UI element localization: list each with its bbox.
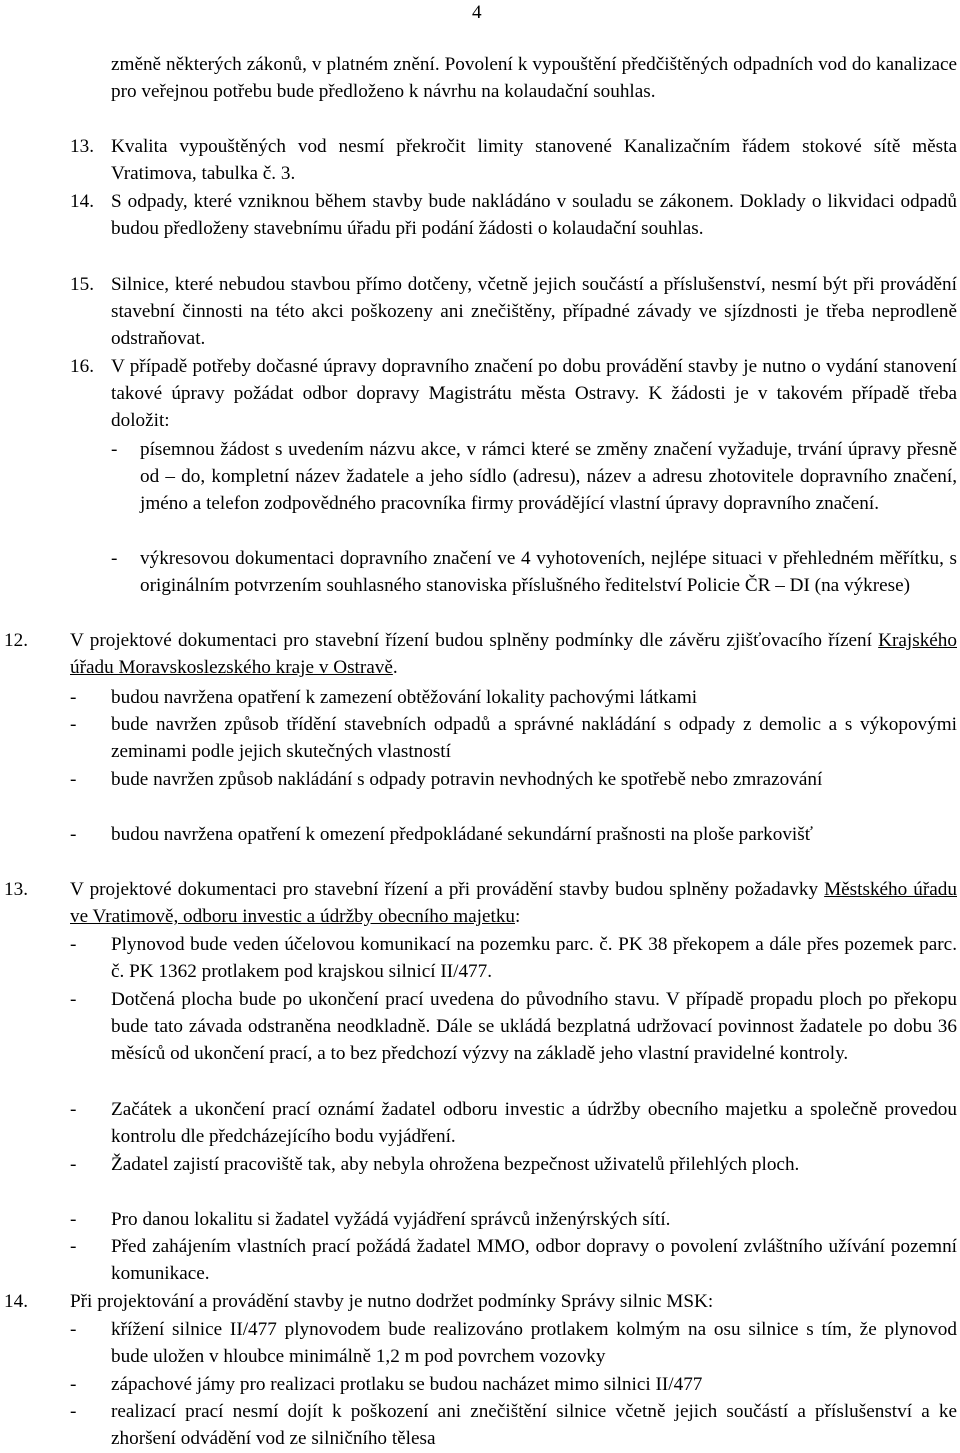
item-number: 12. bbox=[4, 630, 28, 651]
bullet-text: písemnou žádost s uvedením názvu akce, v rámci které se změny značení vyžaduje, trvání úpravy přesně od – do, kompletní název žadatele a jeho sídlo (adresu), název a adresu zhotovitele dopravního značení, jméno a telefon zodpovědného pracovníka firmy provádějící vlastní úpravy dopravního značení. bbox=[140, 439, 957, 515]
bullet-dash: - bbox=[70, 1099, 77, 1120]
inner-item-16 bbox=[0, 353, 960, 435]
inner-item-text: Kvalita vypouštěných vod nesmí překročit limity stanovené Kanalizačním řádem stokové sítě města Vratimova, tabulka č. 3. bbox=[111, 136, 957, 185]
bullet-text: budou navržena opatření k omezení předpokládané sekundární prašnosti na ploše parkovišť bbox=[111, 824, 813, 845]
item12-bullet bbox=[0, 766, 960, 793]
bullet-text: Začátek a ukončení prací oznámí žadatel odboru investic a údržby obecního majetku a společně provedou kontrolu dle předcházejícího bodu vyjádření. bbox=[111, 1099, 957, 1148]
item12-bullet bbox=[0, 821, 960, 848]
item12-bullet bbox=[0, 711, 960, 765]
item-intro-end: : bbox=[515, 906, 521, 928]
item-number: 13. bbox=[4, 879, 28, 900]
bullet-dash: - bbox=[70, 1374, 77, 1395]
bullet-text: Pro danou lokalitu si žadatel vyžádá vyjádření správců inženýrských sítí. bbox=[111, 1209, 671, 1230]
inner-item-number: 15. bbox=[70, 274, 94, 295]
item-intro bbox=[70, 876, 957, 930]
bullet-text: Plynovod bude veden účelovou komunikací na pozemku parc. č. PK 38 překopem a dále přes pozemek parc. č. PK 1362 protlakem pod krajskou silnicí II/477. bbox=[111, 934, 957, 983]
authority-link: Krajského úřadu Moravskoslezského kraje v Ostravě bbox=[70, 630, 957, 679]
bullet-dash: - bbox=[111, 548, 118, 569]
item12-bullet bbox=[0, 684, 960, 711]
item13-bullet bbox=[0, 931, 960, 985]
bullet-dash: - bbox=[70, 1319, 77, 1340]
bullet-text: bude navržen způsob nakládání s odpady potravin nevhodných ke spotřebě nebo zmrazování bbox=[111, 769, 823, 790]
bullet-dash: - bbox=[111, 439, 118, 460]
bullet-dash: - bbox=[70, 687, 77, 708]
bullet-dash: - bbox=[70, 1236, 77, 1257]
inner-item-text: V případě potřeby dočasné úpravy dopravního značení po dobu provádění stavby je nutno o vydání stanovení takové úpravy požádat odbor dopravy Magistrátu města Ostravy. K žádosti je v takovém případě třeba doložit: bbox=[111, 356, 957, 432]
item-intro-end: . bbox=[392, 657, 398, 679]
item13-bullet bbox=[0, 1233, 960, 1287]
item13-bullet bbox=[0, 986, 960, 1068]
bullet-text: křížení silnice II/477 plynovodem bude realizováno protlakem kolmým na osu silnice s tím, že plynovod bude uložen v hloubce minimálně 1,2 m pod povrchem vozovky bbox=[111, 1319, 957, 1368]
item-number: 14. bbox=[4, 1291, 28, 1312]
page-number: 4 bbox=[472, 2, 482, 23]
inner-item-text: Silnice, které nebudou stavbou přímo dotčeny, včetně jejich součástí a příslušenství, nesmí být při provádění stavební činnosti na této akci poškozeny ani znečištěny, případné závady ve sjízdnosti je třeba neprodleně odstraňovat. bbox=[111, 274, 957, 350]
bullet-dash: - bbox=[70, 769, 77, 790]
bullet-text: bude navržen způsob třídění stavebních odpadů a správné nakládání s odpady z demolic a s výkopovými zeminami podle jejich skutečných vlastností bbox=[111, 714, 957, 763]
inner-item-number: 13. bbox=[70, 136, 94, 157]
bullet-dash: - bbox=[70, 1401, 77, 1422]
bullet-dash: - bbox=[70, 1154, 77, 1175]
bullet-dash: - bbox=[70, 934, 77, 955]
bullet-text: zápachové jámy pro realizaci protlaku se budou nacházet mimo silnici II/477 bbox=[111, 1374, 703, 1395]
item14-bullet bbox=[0, 1398, 960, 1452]
item13-bullet bbox=[0, 1206, 960, 1233]
inner-item-number: 14. bbox=[70, 191, 94, 212]
item-13 bbox=[0, 876, 960, 930]
inner-item-14 bbox=[0, 188, 960, 242]
item16-bullet bbox=[0, 436, 960, 518]
item14-bullet bbox=[0, 1316, 960, 1370]
item-intro: Při projektování a provádění stavby je nutno dodržet podmínky Správy silnic MSK: bbox=[70, 1291, 714, 1312]
bullet-text: Před zahájením vlastních prací požádá žadatel MMO, odbor dopravy o povolení zvláštního užívání pozemní komunikace. bbox=[111, 1236, 957, 1285]
bullet-text: Dotčená plocha bude po ukončení prací uvedena do původního stavu. V případě propadu ploch po překopu bude tato závada odstraněna neodkladně. Dále se ukládá bezplatná udržovací povinnost žadatele po dobu 36 měsíců od ukončení prací, a to bez předchozí výzvy na základě jeho vlastní pravidelné kontroly. bbox=[111, 989, 957, 1065]
inner-item-text: změně některých zákonů, v platném znění. Povolení k vypouštění předčištěných odpadních vod do kanalizace pro veřejnou potřebu bude předloženo k návrhu na kolaudační souhlas. bbox=[111, 54, 957, 103]
bullet-text: Žadatel zajistí pracoviště tak, aby nebyla ohrožena bezpečnost uživatelů přilehlých ploch. bbox=[111, 1154, 800, 1175]
inner-item-continuation bbox=[0, 51, 960, 105]
item-12 bbox=[0, 627, 960, 681]
inner-item-number: 16. bbox=[70, 356, 94, 377]
item-14 bbox=[0, 1288, 960, 1315]
inner-item-text: S odpady, které vzniknou během stavby bude nakládáno v souladu se zákonem. Doklady o likvidaci odpadů budou předloženy stavebnímu úřadu při podání žádosti o kolaudační souhlas. bbox=[111, 191, 957, 240]
item-intro-text: V projektové dokumentaci pro stavební řízení a při provádění stavby budou splněny požadavky bbox=[70, 879, 825, 900]
bullet-text: realizací prací nesmí dojít k poškození ani znečištění silnice včetně jejich součástí a příslušenství a ke zhoršení odvádění vod ze silničního tělesa bbox=[111, 1401, 957, 1450]
inner-item-13 bbox=[0, 133, 960, 187]
bullet-text: budou navržena opatření k zamezení obtěžování lokality pachovými látkami bbox=[111, 687, 698, 708]
bullet-dash: - bbox=[70, 1209, 77, 1230]
item13-bullet bbox=[0, 1096, 960, 1150]
item13-bullet bbox=[0, 1151, 960, 1178]
inner-item-15 bbox=[0, 271, 960, 353]
item-intro bbox=[70, 627, 957, 681]
bullet-dash: - bbox=[70, 714, 77, 735]
item14-bullet bbox=[0, 1371, 960, 1398]
item-intro-text: V projektové dokumentaci pro stavební řízení budou splněny podmínky dle závěru zjišťovacího řízení bbox=[70, 630, 879, 651]
bullet-dash: - bbox=[70, 989, 77, 1010]
bullet-dash: - bbox=[70, 824, 77, 845]
bullet-text: výkresovou dokumentaci dopravního značení ve 4 vyhotoveních, nejlépe situaci v přehledném měřítku, s originálním potvrzením souhlasného stanoviska příslušného ředitelství Policie ČR – DI (na výkrese) bbox=[140, 548, 957, 597]
authority-link: Městského úřadu ve Vratimově, odboru investic a údržby obecního majetku bbox=[70, 879, 957, 928]
item16-bullet bbox=[0, 545, 960, 599]
